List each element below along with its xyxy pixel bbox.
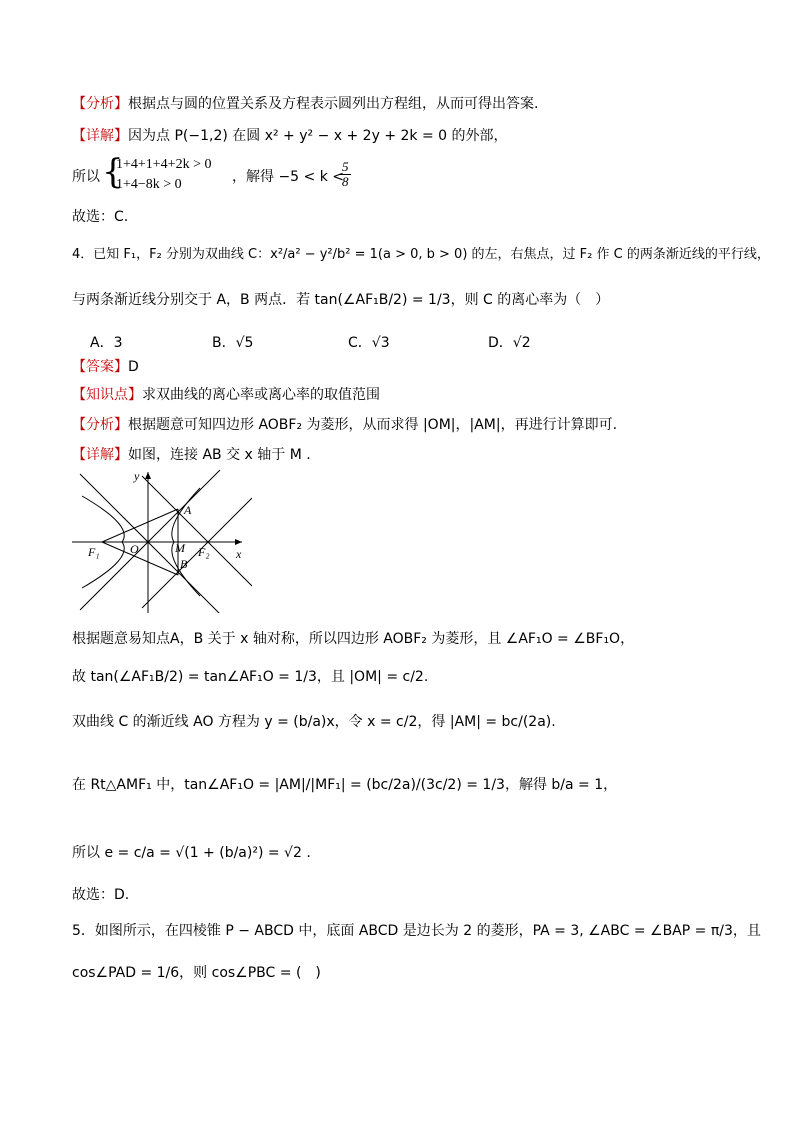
- q4-step-2: 故 tan(∠AF₁B/2) = tan∠AF₁O = 1/3，且 |OM| = c/2.: [72, 669, 429, 685]
- label-f1: F₁: [88, 545, 100, 559]
- q4-answer-line: [72, 360, 139, 374]
- knowledge-tag: 【知识点】: [72, 387, 142, 403]
- analysis-text: 根据点与圆的位置关系及方程表示圆列出方程组，从而可得出答案.: [128, 96, 539, 112]
- q5-stem-line-1: 5．如图所示，在四棱锥 P − ABCD 中，底面 ABCD 是边长为 2 的菱形，PA = 3, ∠ABC = ∠BAP = π/3，且: [72, 923, 761, 939]
- q4-stem-line-1: 4．已知 F₁，F₂ 分别为双曲线 C：x²/a² − y²/b² = 1(a > 0, b > 0) 的左，右焦点，过 F₂ 作 C 的两条渐近线的平行线，: [72, 247, 770, 262]
- asymptote-1: [80, 474, 222, 613]
- detail-text: 因为点 P(−1,2) 在圆 x² + y² − x + 2y + 2k = 0 的外部，: [128, 128, 508, 144]
- label-o: O: [130, 542, 139, 556]
- q4-detail-line: [72, 448, 311, 462]
- knowledge-text: 求双曲线的离心率或离心率的取值范围: [142, 387, 380, 403]
- q3-answer: 故选：C.: [72, 209, 129, 225]
- label-x: x: [236, 547, 242, 561]
- hyperbola-figure: [72, 468, 252, 613]
- q3-detail-line: [72, 129, 508, 143]
- answer-tag: 【答案】: [72, 359, 128, 375]
- q4-final: 故选：D.: [72, 887, 130, 903]
- q4-stem-line-2: 与两条渐近线分别交于 A，B 两点．若 tan(∠AF₁B/2) = 1/3，则 C 的离心率为（ ）: [72, 292, 610, 308]
- line-f1-b: [102, 542, 178, 575]
- label-m: M: [175, 541, 185, 555]
- q4-step-5: 所以 e = c/a = √(1 + (b/a)²) = √2 .: [72, 845, 311, 861]
- q5-stem-line-2: cos∠PAD = 1/6，则 cos∠PBC = ( ): [72, 965, 321, 981]
- label-f2: F₂: [198, 545, 210, 559]
- so-label: 所以: [72, 169, 100, 185]
- q4-analysis-line: [72, 418, 617, 432]
- system-brace: {: [102, 152, 124, 192]
- label-b: B: [180, 557, 188, 571]
- asymptote-2: [80, 470, 220, 610]
- answer-value: D: [128, 359, 139, 375]
- detail-tag: 【详解】: [72, 128, 128, 144]
- analysis-tag: 【分析】: [72, 417, 128, 433]
- q4-option-d: D．√2: [488, 335, 531, 351]
- system-result: ，解得 −5 < k <: [232, 169, 345, 185]
- q4-knowledge-line: [72, 388, 380, 402]
- q3-analysis-line: [72, 97, 538, 111]
- result-fraction: $\frac{5}{8}$: [342, 159, 349, 189]
- analysis-tag: 【分析】: [72, 96, 128, 112]
- line-f1-a: [102, 509, 178, 542]
- system-line-2: 1+4−8k > 0: [116, 177, 182, 192]
- detail-tag: 【详解】: [72, 447, 128, 463]
- q4-option-c: C．√3: [348, 335, 390, 351]
- x-axis-arrow: [235, 539, 242, 545]
- label-y: y: [134, 469, 140, 483]
- q4-step-4: 在 Rt△AMF₁ 中，tan∠AF₁O = |AM|/|MF₁| = (bc/2a)/(3c/2) = 1/3，解得 b/a = 1，: [72, 777, 618, 793]
- q4-option-a: A．3: [90, 335, 123, 351]
- analysis-text: 根据题意可知四边形 AOBF₂ 为菱形，从而求得 |OM|，|AM|，再进行计算即可.: [128, 417, 618, 433]
- detail-text: 如图，连接 AB 交 x 轴于 M .: [128, 447, 311, 463]
- q4-step-1: 根据题意易知点A，B 关于 x 轴对称，所以四边形 AOBF₂ 为菱形，且 ∠AF₁O = ∠BF₁O，: [72, 631, 635, 647]
- q4-option-b: B．√5: [212, 335, 254, 351]
- label-a: A: [184, 503, 192, 517]
- system-line-1: 1+4+1+4+2k > 0: [116, 157, 212, 172]
- q4-step-3: 双曲线 C 的渐近线 AO 方程为 y = (b/a)x，令 x = c/2，得 |AM| = bc/(2a).: [72, 714, 556, 730]
- y-axis-arrow: [145, 472, 151, 479]
